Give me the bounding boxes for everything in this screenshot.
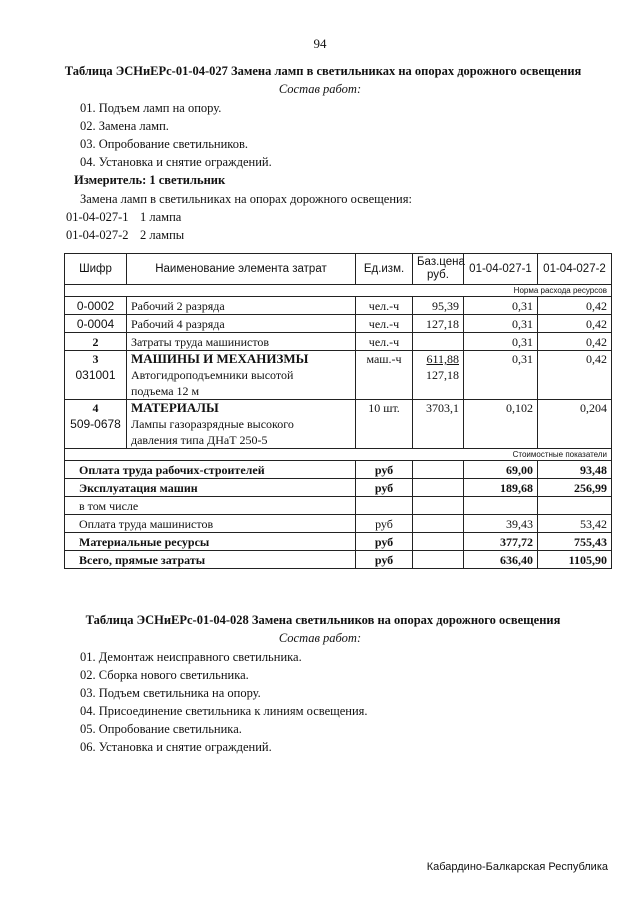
header-name: Наименование элемента затрат <box>127 254 356 285</box>
cost-v1 <box>464 497 538 515</box>
row-unit: чел.-ч <box>356 315 413 333</box>
cost-price <box>413 533 464 551</box>
table1-intro: Замена ламп в светильниках на опорах дорожного освещения: <box>80 192 412 206</box>
work-item: 01. Демонтаж неисправного светильника. <box>80 650 302 664</box>
work-item: 02. Сборка нового светильника. <box>80 668 249 682</box>
variant-item <box>66 210 181 225</box>
cost-row <box>65 479 612 497</box>
section-title: МАШИНЫ И МЕХАНИЗМЫ <box>131 351 309 366</box>
work-item: 04. Установка и снятие ограждений. <box>80 155 272 169</box>
cost-row <box>65 497 612 515</box>
table-row-machines <box>65 351 612 400</box>
cost-v1: 39,43 <box>464 515 538 533</box>
row-name: Автогидроподъемники высотой <box>131 368 294 382</box>
cost-v2: 93,48 <box>538 461 612 479</box>
norm-label: Норма расхода ресурсов <box>65 285 612 297</box>
work-item: 05. Опробование светильника. <box>80 722 242 736</box>
cost-row <box>65 461 612 479</box>
page-number: 94 <box>313 36 327 51</box>
row-name-cell <box>127 400 356 449</box>
row-v1: 0,31 <box>464 351 538 400</box>
header-code: Шифр <box>65 254 127 285</box>
row-unit: чел.-ч <box>356 333 413 351</box>
header-col2: 01-04-027-2 <box>538 254 612 285</box>
cost-row <box>65 533 612 551</box>
table2-title: Таблица ЭСНиЕРс-01-04-028 Замена светильников на опорах дорожного освещения <box>85 613 561 627</box>
cost-v1: 189,68 <box>464 479 538 497</box>
cost-name: Эксплуатация машин <box>65 479 356 497</box>
resources-table <box>64 253 612 569</box>
region-footer: Кабардино-Балкарская Республика <box>426 861 608 873</box>
work-item: 04. Присоединение светильника к линиям освещения. <box>80 704 368 718</box>
row-name: Рабочий 4 разряда <box>127 315 356 333</box>
row-v2: 0,204 <box>538 400 612 449</box>
cost-price <box>413 461 464 479</box>
cost-v2: 755,43 <box>538 533 612 551</box>
row-name: Затраты труда машинистов <box>127 333 356 351</box>
section-number: 4 <box>92 401 99 415</box>
cost-row <box>65 551 612 569</box>
row-price: 611,88 <box>426 352 459 366</box>
cost-unit: руб <box>356 461 413 479</box>
row-price: 127,18 <box>413 315 464 333</box>
row-price: 95,39 <box>413 297 464 315</box>
row-name: подъема 12 м <box>131 384 200 398</box>
row-v2: 0,42 <box>538 351 612 400</box>
row-unit: маш.-ч <box>356 351 413 400</box>
cost-row <box>65 515 612 533</box>
cost-v2: 256,99 <box>538 479 612 497</box>
work-item: 03. Опробование светильников. <box>80 137 249 151</box>
cost-unit: руб <box>356 515 413 533</box>
table-row <box>65 297 612 315</box>
table-row <box>65 315 612 333</box>
cost-name: Всего, прямые затраты <box>65 551 356 569</box>
cost-name: в том числе <box>65 497 356 515</box>
header-unit: Ед.изм. <box>356 254 413 285</box>
table2-subtitle: Состав работ: <box>278 631 362 645</box>
measure-unit: Измеритель: 1 светильник <box>74 173 226 187</box>
header-price: Баз.цена руб. <box>413 254 464 285</box>
cost-price <box>413 515 464 533</box>
header-col1: 01-04-027-1 <box>464 254 538 285</box>
cost-unit <box>356 497 413 515</box>
table-row <box>65 333 612 351</box>
row-name: давления типа ДНаТ 250-5 <box>131 433 268 447</box>
cost-price <box>413 497 464 515</box>
row-unit: чел.-ч <box>356 297 413 315</box>
cost-label-row <box>65 449 612 461</box>
table-header-row <box>65 254 612 285</box>
variant-code: 01-04-027-2 <box>66 228 129 242</box>
row-v2: 0,42 <box>538 297 612 315</box>
row-v1: 0,31 <box>464 315 538 333</box>
work-item: 02. Замена ламп. <box>80 119 169 133</box>
work-item: 01. Подъем ламп на опору. <box>80 101 222 115</box>
cost-v2: 1105,90 <box>538 551 612 569</box>
cost-unit: руб <box>356 551 413 569</box>
work-item: 03. Подъем светильника на опору. <box>80 686 261 700</box>
row-code: 2 <box>65 333 127 351</box>
cost-v1: 69,00 <box>464 461 538 479</box>
cost-v1: 636,40 <box>464 551 538 569</box>
variant-text: 2 лампы <box>140 228 185 242</box>
table1-subtitle: Состав работ: <box>278 82 362 96</box>
row-code: 0-0004 <box>65 315 127 333</box>
cost-name: Оплата труда рабочих-строителей <box>65 461 356 479</box>
cost-v1: 377,72 <box>464 533 538 551</box>
cost-label: Стоимостные показатели <box>65 449 612 461</box>
section-title: МАТЕРИАЛЫ <box>131 400 219 415</box>
row-v1: 0,31 <box>464 333 538 351</box>
table1-title: Таблица ЭСНиЕРс-01-04-027 Замена ламп в светильниках на опорах дорожного освещения <box>64 64 582 78</box>
row-price <box>413 333 464 351</box>
cost-v2: 53,42 <box>538 515 612 533</box>
table-row-materials <box>65 400 612 449</box>
cost-price <box>413 479 464 497</box>
row-v1: 0,102 <box>464 400 538 449</box>
section-number: 3 <box>92 352 99 366</box>
row-name-cell <box>127 351 356 400</box>
row-unit: 10 шт. <box>356 400 413 449</box>
cost-unit: руб <box>356 533 413 551</box>
cost-name: Оплата труда машинистов <box>65 515 356 533</box>
cost-name: Материальные ресурсы <box>65 533 356 551</box>
row-price-cell <box>413 351 464 400</box>
row-code: 509-0678 <box>70 417 121 431</box>
cost-unit: руб <box>356 479 413 497</box>
row-code: 0-0002 <box>65 297 127 315</box>
row-code: 031001 <box>75 368 116 382</box>
cost-v2 <box>538 497 612 515</box>
row-price: 3703,1 <box>413 400 464 449</box>
work-item: 06. Установка и снятие ограждений. <box>80 740 272 754</box>
variant-item <box>66 228 184 243</box>
row-v2: 0,42 <box>538 315 612 333</box>
row-name: Рабочий 2 разряда <box>127 297 356 315</box>
row-name: Лампы газоразрядные высокого <box>131 417 294 431</box>
variant-text: 1 лампа <box>140 210 182 224</box>
row-code-cell <box>65 400 127 449</box>
row-code-cell <box>65 351 127 400</box>
row-v1: 0,31 <box>464 297 538 315</box>
norm-label-row <box>65 285 612 297</box>
row-price: 127,18 <box>426 368 459 382</box>
variant-code: 01-04-027-1 <box>66 210 129 224</box>
row-v2: 0,42 <box>538 333 612 351</box>
cost-price <box>413 551 464 569</box>
